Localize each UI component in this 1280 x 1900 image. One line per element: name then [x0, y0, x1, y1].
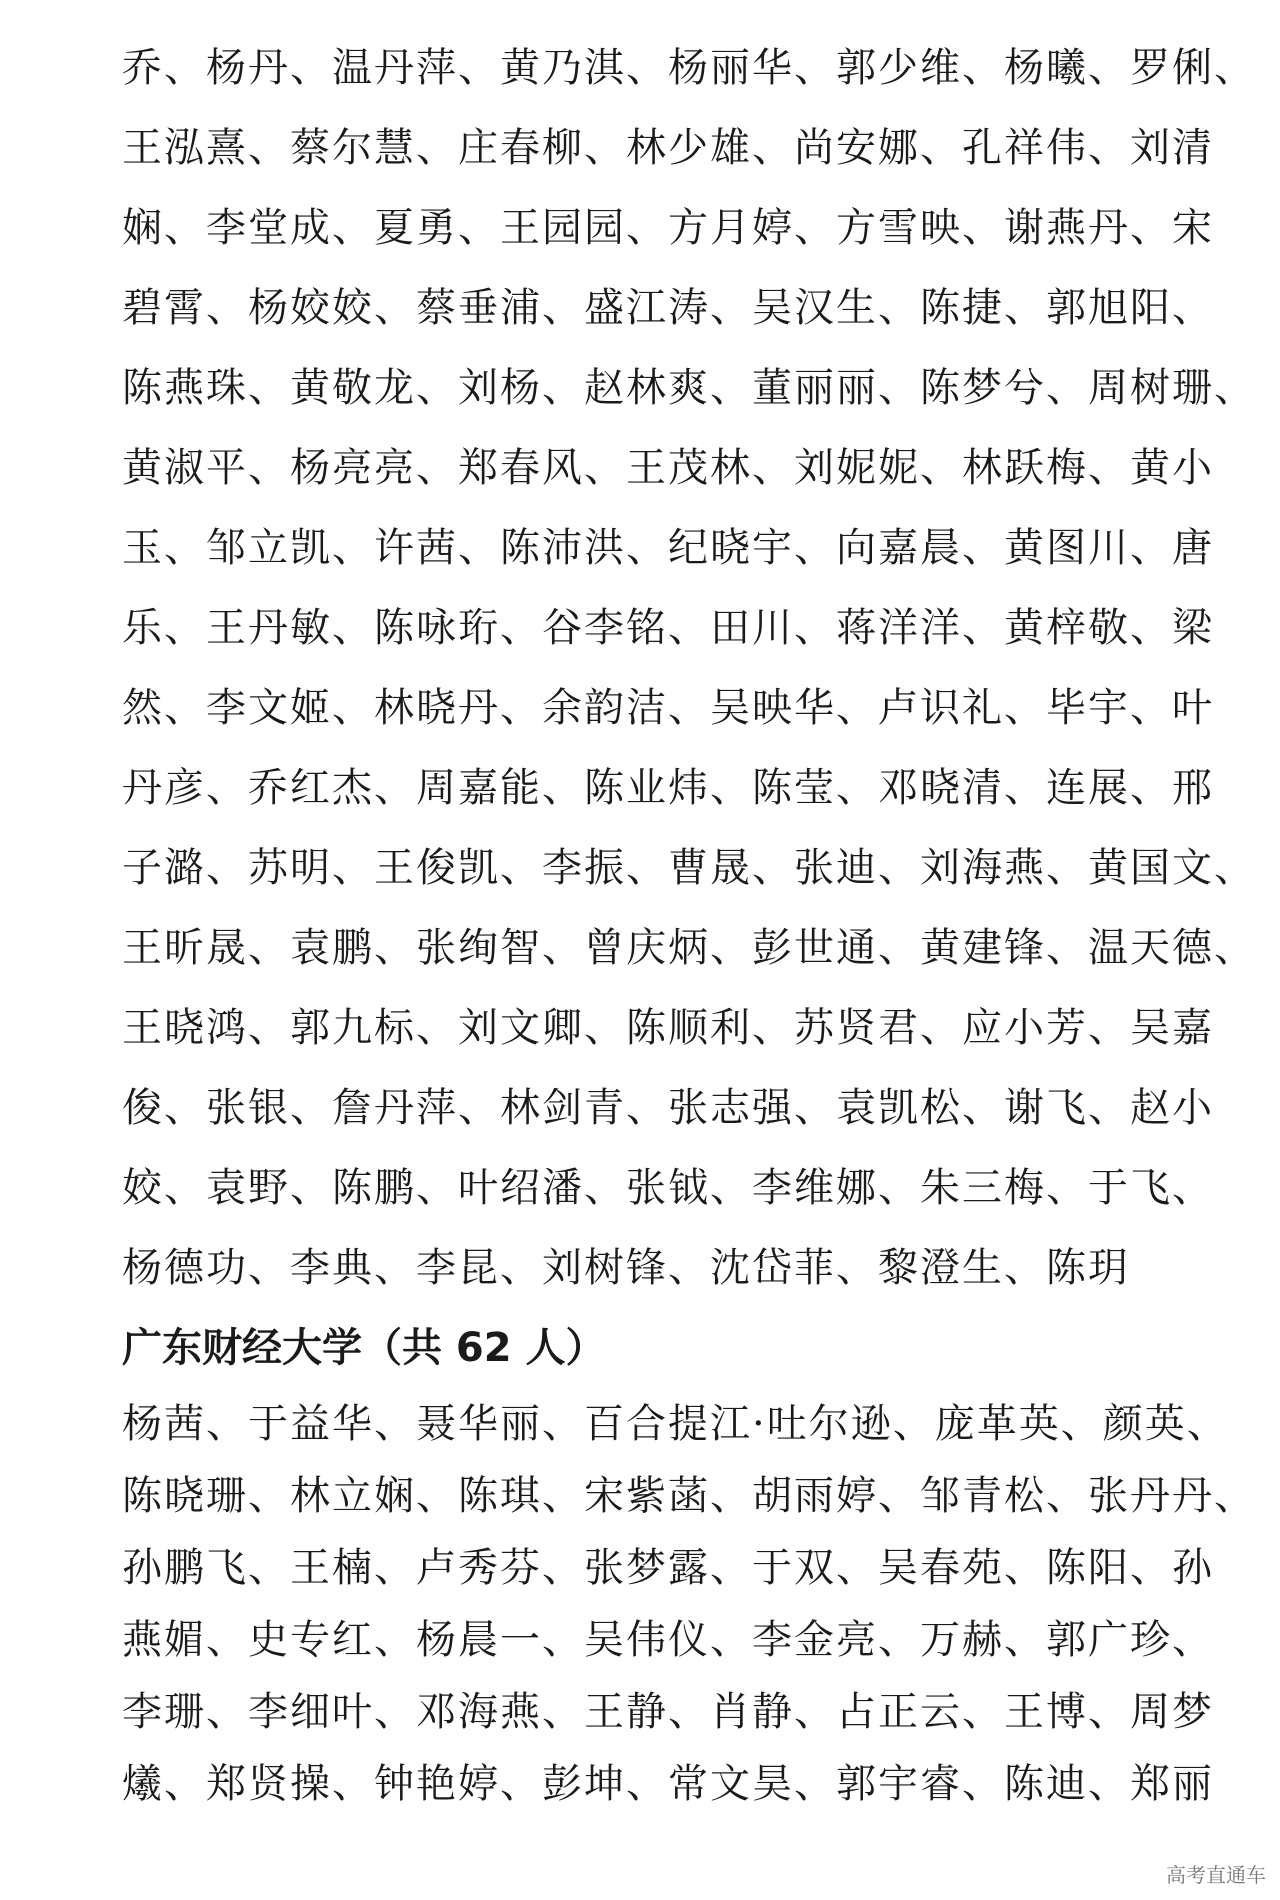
name-list-section-1: [122, 28, 1256, 1308]
text-line: 然、李文姬、林晓丹、余韵洁、吴映华、卢识礼、毕宇、叶: [122, 685, 1214, 731]
text-line: 姣、袁野、陈鹏、叶绍潘、张钺、李维娜、朱三梅、于飞、: [122, 1165, 1214, 1211]
text-line: 燕媚、史专红、杨晨一、吴伟仪、李金亮、万赫、郭广珍、: [122, 1617, 1214, 1663]
text-line: 碧霄、杨姣姣、蔡垂浦、盛江涛、吴汉生、陈捷、郭旭阳、: [122, 285, 1214, 331]
text-line: 陈燕珠、黄敬龙、刘杨、赵林爽、董丽丽、陈梦兮、周树珊、: [122, 365, 1256, 411]
text-line: 孙鹏飞、王楠、卢秀芬、张梦露、于双、吴春苑、陈阳、孙: [122, 1545, 1214, 1591]
name-list-section-2: [122, 1388, 1256, 1820]
text-line: 黄淑平、杨亮亮、郑春风、王茂林、刘妮妮、林跃梅、黄小: [122, 445, 1214, 491]
text-line: 王晓鸿、郭九标、刘文卿、陈顺利、苏贤君、应小芳、吴嘉: [122, 1005, 1214, 1051]
text-line: 丹彦、乔红杰、周嘉能、陈业炜、陈莹、邓晓清、连展、邢: [122, 765, 1214, 811]
text-line: 娴、李堂成、夏勇、王园园、方月婷、方雪映、谢燕丹、宋: [122, 205, 1214, 251]
text-line: 乔、杨丹、温丹萍、黄乃淇、杨丽华、郭少维、杨曦、罗俐、: [122, 45, 1256, 91]
text-line: 陈晓珊、林立娴、陈琪、宋紫菡、胡雨婷、邹青松、张丹丹、: [122, 1473, 1256, 1519]
document-page: [122, 28, 1256, 1820]
text-line: 俊、张银、詹丹萍、林剑青、张志强、袁凯松、谢飞、赵小: [122, 1085, 1214, 1131]
text-line: 杨德功、李典、李昆、刘树锋、沈岱菲、黎澄生、陈玥: [122, 1245, 1130, 1291]
text-line: 王泓熹、蔡尔慧、庄春柳、林少雄、尚安娜、孔祥伟、刘清: [122, 125, 1214, 171]
text-line: 李珊、李细叶、邓海燕、王静、肖静、占正云、王博、周梦: [122, 1689, 1214, 1735]
text-line: 王昕晟、袁鹏、张绚智、曾庆炳、彭世通、黄建锋、温天德、: [122, 925, 1256, 971]
text-line: 爔、郑贤操、钟艳婷、彭坤、常文昊、郭宇睿、陈迪、郑丽: [122, 1761, 1214, 1807]
watermark: 高考直通车: [1166, 1863, 1266, 1887]
text-line: 乐、王丹敏、陈咏珩、谷李铭、田川、蒋洋洋、黄梓敬、梁: [122, 605, 1214, 651]
text-line: 子潞、苏明、王俊凯、李振、曹晟、张迪、刘海燕、黄国文、: [122, 845, 1256, 891]
text-line: 玉、邹立凯、许茜、陈沛洪、纪晓宇、向嘉晨、黄图川、唐: [122, 525, 1214, 571]
section-heading: 广东财经大学（共 62 人）: [122, 1325, 606, 1371]
text-line: 杨茜、于益华、聂华丽、百合提江·吐尔逊、庞革英、颜英、: [122, 1401, 1229, 1447]
